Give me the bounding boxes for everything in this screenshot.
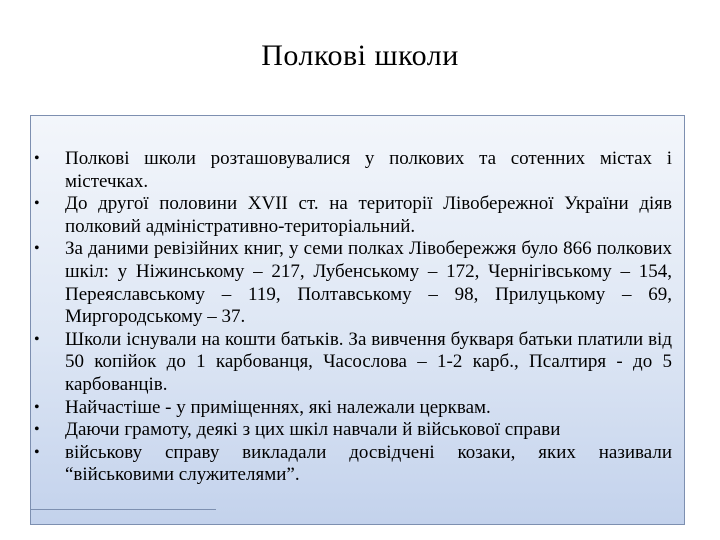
bullet-dot-icon: •	[34, 150, 40, 167]
bullet-item	[34, 148, 672, 193]
bullet-item	[34, 397, 672, 420]
bullet-dot-icon: •	[34, 195, 40, 213]
bullet-text: Даючи грамоту, деякі з цих шкіл навчали й військової справи	[65, 419, 561, 441]
slide-title: Полкові школи	[261, 39, 459, 72]
bullet-item	[34, 193, 672, 238]
bullet-text: Школи існували на кошти батьків. За вивчення букваря батьки платили від 50 копійок до 1 карбованця, Часослова – 1-2 карб., Псалтиря - до 5 карбованців.	[65, 328, 672, 395]
bullet-dot-icon: •	[34, 330, 40, 348]
bullet-item	[34, 238, 672, 328]
bullet-text: За даними ревізійних книг, у семи полках Лівобережжя було 866 полкових шкіл: у Ніжинському – 217, Лубенському – 172, Чернігівському – 154, Переяславському – 119, Полтавському – 98, Прилуцькому – 69, Миргородському – 37.	[65, 238, 672, 328]
bullet-dot-icon: •	[34, 240, 40, 258]
bullet-dot-icon: •	[34, 421, 40, 439]
bullet-item	[34, 419, 672, 442]
bullet-dot-icon: •	[34, 398, 40, 416]
bullet-list	[34, 148, 672, 487]
bullet-text: військову справу викладали досвідчені козаки, яких називали “військовими служителями”.	[65, 441, 672, 486]
bullet-dot-icon: •	[34, 443, 40, 461]
bullet-item	[34, 329, 672, 397]
bullet-text: До другої половини XVII ст. на території Лівобережної України діяв полковий адміністративно-територіальний.	[65, 193, 672, 237]
bullet-text: Найчастіше - у приміщеннях, які належали церквам.	[65, 396, 491, 418]
bullet-item	[34, 442, 672, 487]
bullet-text: Полкові школи розташовувалися у полкових та сотенних містах і містечках.	[65, 148, 672, 192]
